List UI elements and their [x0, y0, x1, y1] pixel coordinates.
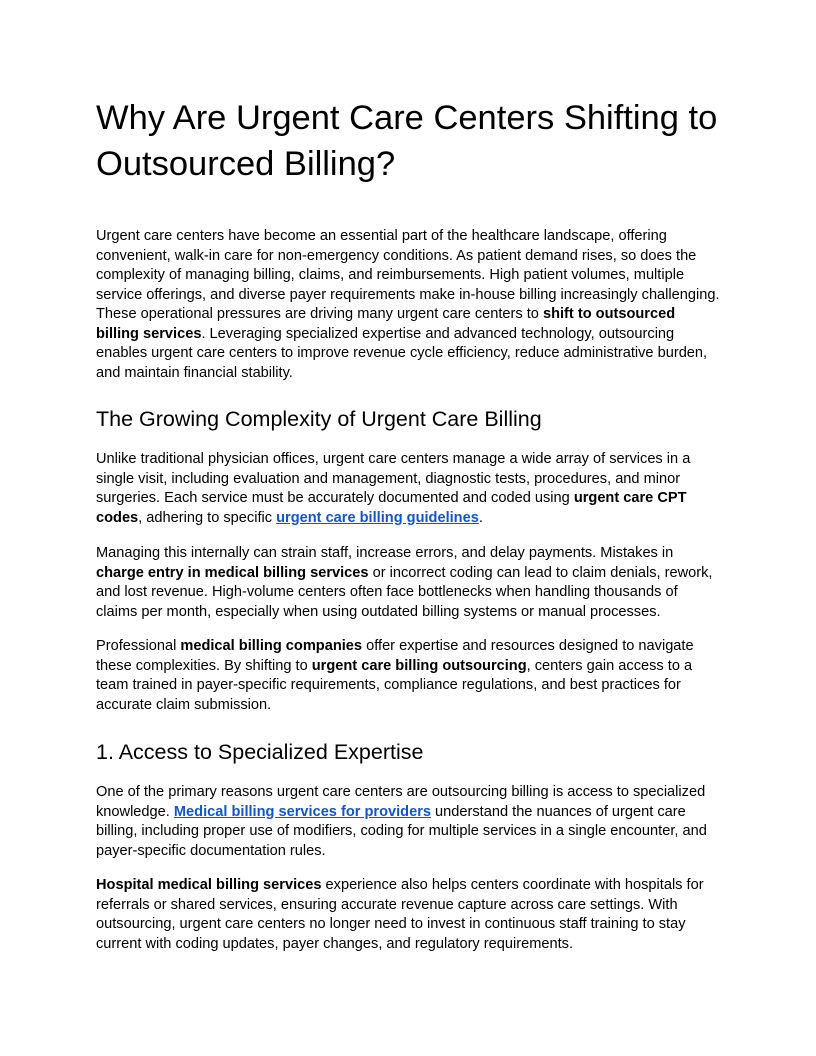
- complexity-paragraph-1: Unlike traditional physician offices, urgent care centers manage a wide array of services in a single visit, including evaluation and management, diagnostic tests, procedures, and minor surgeries. Each service must be accurately documented and coded using urgent care CPT codes, adhering to specific urgent care billing guidelines.: [96, 451, 691, 526]
- bold-phrase: Hospital medical billing services: [96, 877, 322, 893]
- bold-phrase: charge entry in medical billing services: [96, 564, 369, 581]
- section-heading-complexity: The Growing Complexity of Urgent Care Billing: [96, 407, 542, 431]
- section-heading-expertise: 1. Access to Specialized Expertise: [96, 740, 424, 764]
- expertise-paragraph-2: Hospital medical billing services experience also helps centers coordinate with hospitals for referrals or shared services, ensuring accurate revenue capture across care settings. With outsourcing, urgent care centers no longer need to invest in continuous staff training to stay current with coding updates, payer changes, and regulatory requirements.: [96, 877, 704, 952]
- urgent-care-billing-guidelines-link[interactable]: urgent care billing guidelines: [276, 509, 479, 526]
- bold-phrase: urgent care billing outsourcing: [311, 657, 527, 674]
- page-title: Why Are Urgent Care Centers Shifting to Outsourced Billing?: [96, 99, 718, 183]
- complexity-paragraph-3: Professional medical billing companies offer expertise and resources designed to navigate these complexities. By shifting to urgent care billing outsourcing, centers gain access to a team trained in payer-specific requirements, compliance regulations, and best practices for accurate claim submission.: [96, 638, 694, 713]
- bold-phrase: medical billing companies: [180, 638, 363, 654]
- expertise-paragraph-1: One of the primary reasons urgent care centers are outsourcing billing is access to specialized knowledge. Medical billing services for providers understand the nuances of urgent care billing, including proper use of modifiers, coding for multiple services in a single encounter, and payer-specific documentation rules.: [96, 784, 707, 859]
- complexity-paragraph-2: Managing this internally can strain staff, increase errors, and delay payments. Mistakes in charge entry in medical billing services or incorrect coding can lead to claim denials, rework, and lost revenue. High-volume centers often face bottlenecks when handling thousands of claims per month, especially when using outdated billing systems or manual processes.: [96, 545, 713, 620]
- bold-phrase: shift to outsourced billing services: [96, 306, 676, 342]
- intro-paragraph: Urgent care centers have become an essential part of the healthcare landscape, offering convenient, walk-in care for non-emergency conditions. As patient demand rises, so does the complexity of managing billing, claims, and reimbursements. High patient volumes, multiple service offerings, and diverse payer requirements make in-house billing increasingly challenging. These operational pressures are driving many urgent care centers to shift to outsourced billing services. Leveraging specialized expertise and advanced technology, outsourcing enables urgent care centers to improve revenue cycle efficiency, reduce administrative burden, and maintain financial stability.: [96, 228, 720, 381]
- bold-phrase: urgent care CPT codes: [96, 490, 687, 526]
- medical-billing-services-for-providers-link[interactable]: Medical billing services for providers: [173, 803, 431, 820]
